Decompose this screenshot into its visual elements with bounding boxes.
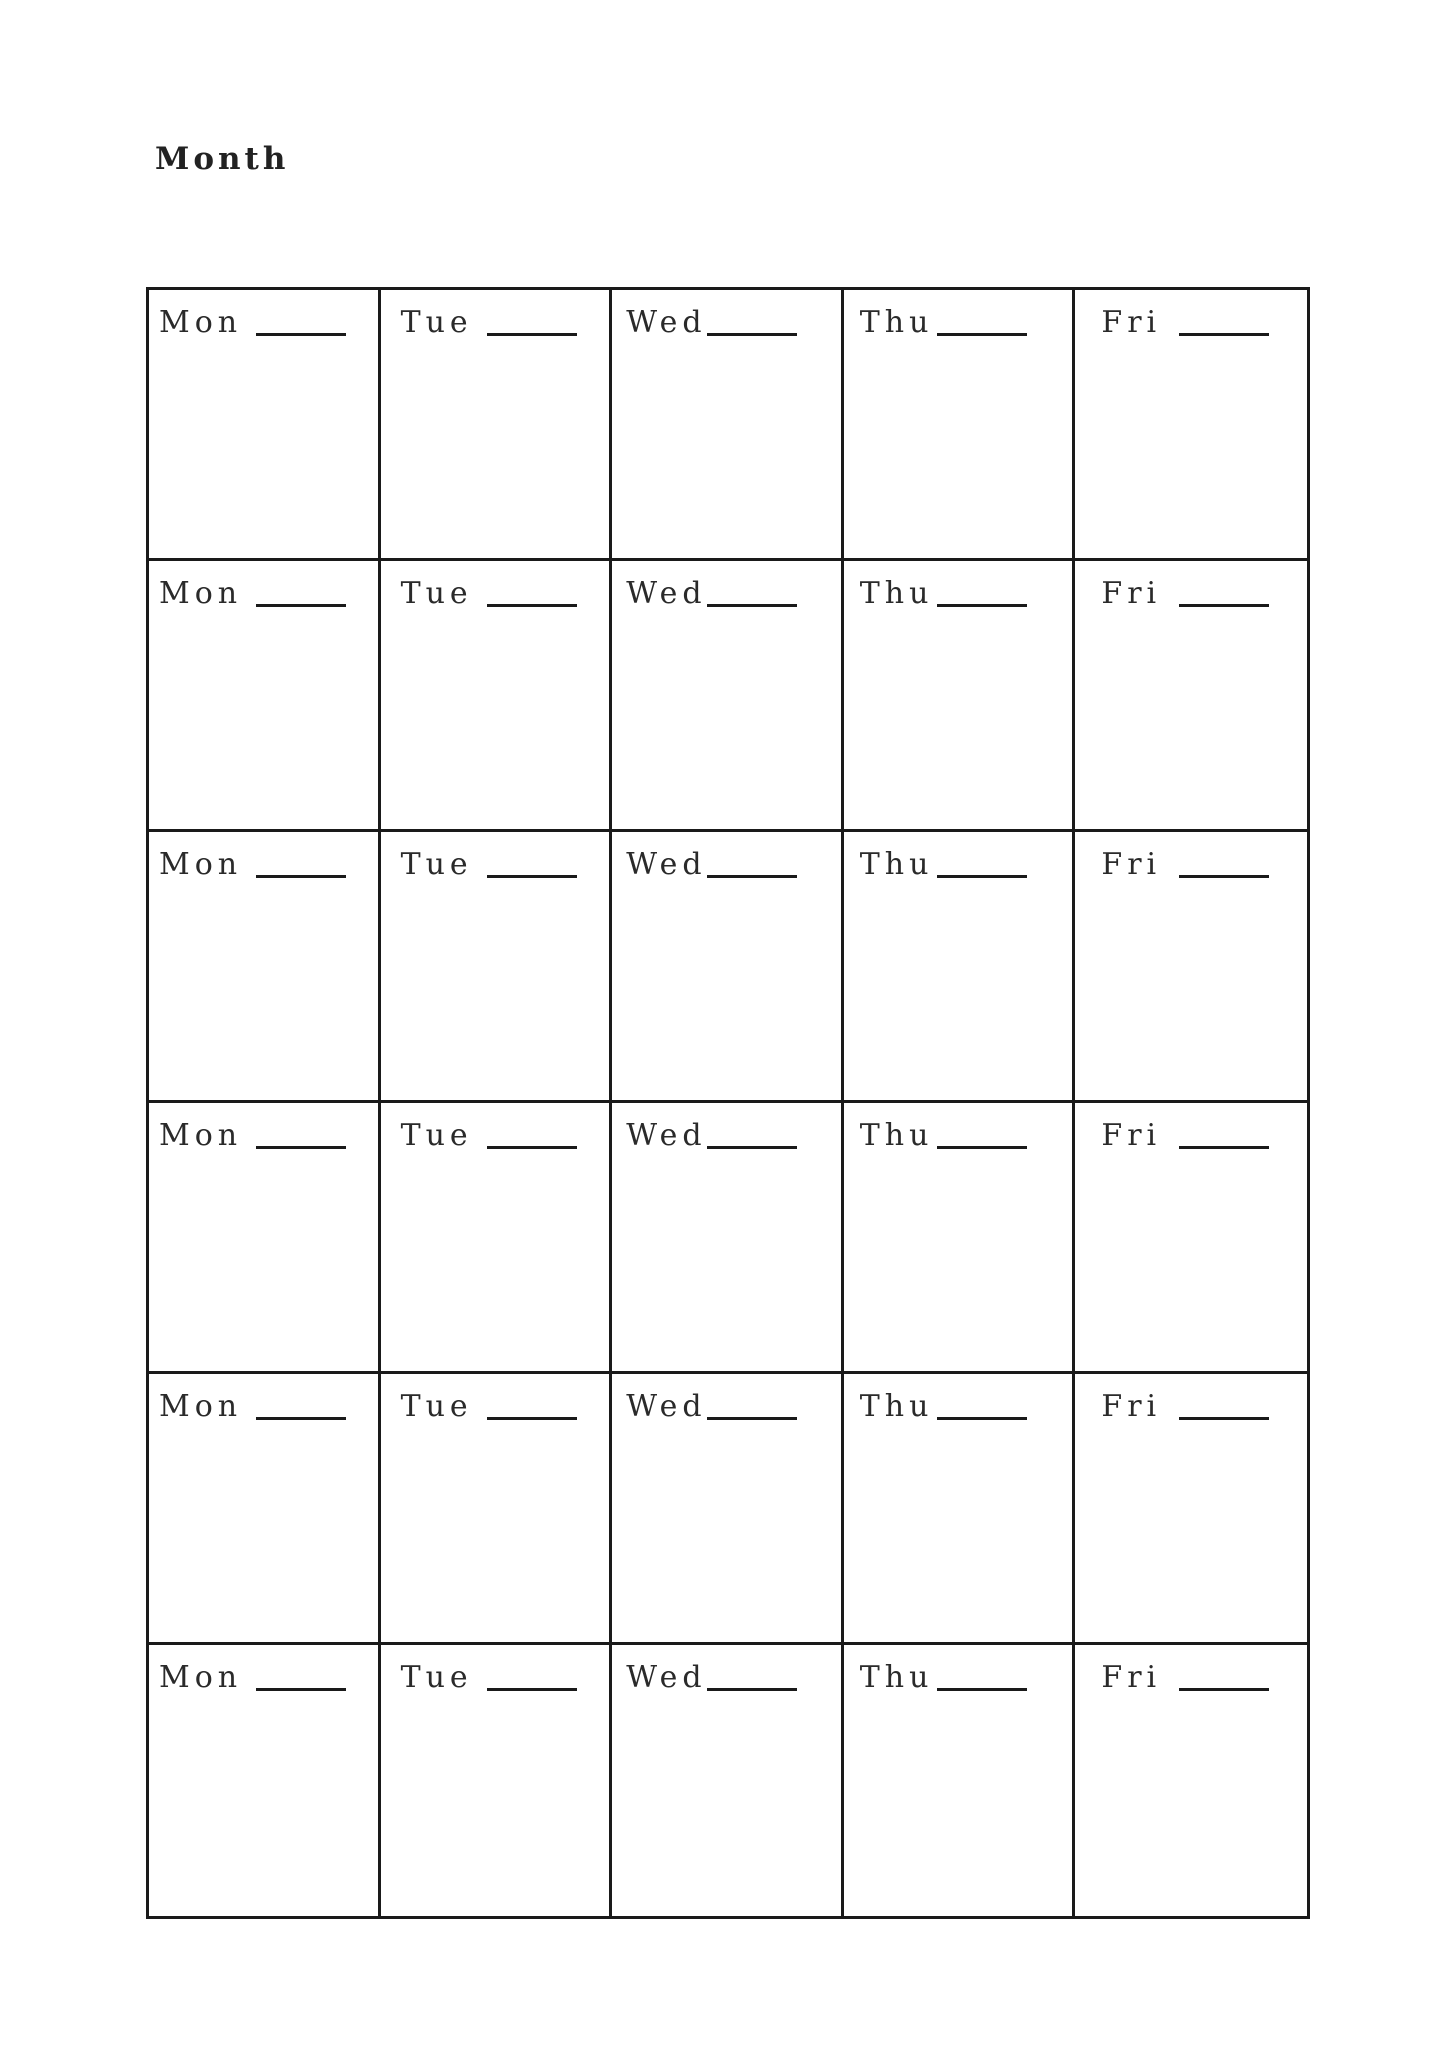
date-blank[interactable] [487, 1417, 577, 1420]
day-label: Wed [626, 847, 707, 882]
day-label: Fri [1101, 305, 1162, 340]
day-cell-fri[interactable] [1075, 561, 1307, 832]
day-label: Mon [159, 1660, 243, 1695]
day-label: Tue [400, 1389, 473, 1424]
day-label: Tue [400, 1660, 473, 1695]
date-blank[interactable] [937, 333, 1027, 336]
date-blank[interactable] [487, 333, 577, 336]
day-label: Fri [1101, 1118, 1162, 1153]
day-cell-thu[interactable] [844, 1645, 1076, 1916]
day-cell-fri[interactable] [1075, 1645, 1307, 1916]
day-label: Mon [159, 305, 243, 340]
date-blank[interactable] [937, 604, 1027, 607]
day-cell-thu[interactable] [844, 290, 1076, 561]
day-label: Mon [159, 576, 243, 611]
date-blank[interactable] [487, 1688, 577, 1691]
date-blank[interactable] [256, 333, 346, 336]
day-label: Thu [859, 1389, 934, 1424]
day-cell-thu[interactable] [844, 1103, 1076, 1374]
page-title: Month [155, 141, 290, 177]
calendar-grid [146, 287, 1310, 1919]
day-cell-wed[interactable] [612, 561, 844, 832]
date-blank[interactable] [1179, 1417, 1269, 1420]
day-label: Thu [859, 847, 934, 882]
day-label: Wed [626, 1389, 707, 1424]
day-cell-mon[interactable] [149, 290, 381, 561]
date-blank[interactable] [707, 333, 797, 336]
day-cell-tue[interactable] [381, 1374, 613, 1645]
date-blank[interactable] [937, 1688, 1027, 1691]
day-label: Tue [400, 305, 473, 340]
date-blank[interactable] [1179, 1146, 1269, 1149]
day-label: Fri [1101, 1389, 1162, 1424]
date-blank[interactable] [937, 1417, 1027, 1420]
day-label: Wed [626, 305, 707, 340]
date-blank[interactable] [487, 875, 577, 878]
day-cell-mon[interactable] [149, 1645, 381, 1916]
day-cell-fri[interactable] [1075, 1374, 1307, 1645]
day-cell-wed[interactable] [612, 1103, 844, 1374]
day-label: Tue [400, 847, 473, 882]
day-label: Wed [626, 576, 707, 611]
day-label: Thu [859, 305, 934, 340]
date-blank[interactable] [707, 1688, 797, 1691]
day-label: Tue [400, 576, 473, 611]
day-label: Mon [159, 1118, 243, 1153]
day-cell-thu[interactable] [844, 561, 1076, 832]
date-blank[interactable] [487, 1146, 577, 1149]
day-cell-thu[interactable] [844, 1374, 1076, 1645]
day-label: Tue [400, 1118, 473, 1153]
day-cell-tue[interactable] [381, 1103, 613, 1374]
date-blank[interactable] [937, 875, 1027, 878]
day-cell-fri[interactable] [1075, 290, 1307, 561]
day-label: Thu [859, 1118, 934, 1153]
day-cell-mon[interactable] [149, 561, 381, 832]
date-blank[interactable] [256, 875, 346, 878]
day-cell-tue[interactable] [381, 290, 613, 561]
day-label: Mon [159, 1389, 243, 1424]
date-blank[interactable] [1179, 1688, 1269, 1691]
date-blank[interactable] [256, 1417, 346, 1420]
date-blank[interactable] [256, 604, 346, 607]
date-blank[interactable] [707, 1146, 797, 1149]
day-cell-tue[interactable] [381, 1645, 613, 1916]
date-blank[interactable] [1179, 604, 1269, 607]
date-blank[interactable] [256, 1146, 346, 1149]
day-cell-wed[interactable] [612, 290, 844, 561]
date-blank[interactable] [707, 604, 797, 607]
day-cell-tue[interactable] [381, 561, 613, 832]
day-cell-tue[interactable] [381, 832, 613, 1103]
day-cell-mon[interactable] [149, 832, 381, 1103]
day-label: Fri [1101, 576, 1162, 611]
day-cell-wed[interactable] [612, 1374, 844, 1645]
date-blank[interactable] [1179, 875, 1269, 878]
day-label: Mon [159, 847, 243, 882]
day-cell-mon[interactable] [149, 1374, 381, 1645]
day-cell-fri[interactable] [1075, 832, 1307, 1103]
date-blank[interactable] [487, 604, 577, 607]
day-label: Wed [626, 1118, 707, 1153]
day-cell-thu[interactable] [844, 832, 1076, 1103]
date-blank[interactable] [707, 875, 797, 878]
day-cell-wed[interactable] [612, 1645, 844, 1916]
day-cell-mon[interactable] [149, 1103, 381, 1374]
day-label: Thu [859, 576, 934, 611]
day-label: Wed [626, 1660, 707, 1695]
date-blank[interactable] [707, 1417, 797, 1420]
day-label: Fri [1101, 1660, 1162, 1695]
date-blank[interactable] [937, 1146, 1027, 1149]
day-cell-wed[interactable] [612, 832, 844, 1103]
date-blank[interactable] [256, 1688, 346, 1691]
day-label: Fri [1101, 847, 1162, 882]
day-label: Thu [859, 1660, 934, 1695]
date-blank[interactable] [1179, 333, 1269, 336]
day-cell-fri[interactable] [1075, 1103, 1307, 1374]
